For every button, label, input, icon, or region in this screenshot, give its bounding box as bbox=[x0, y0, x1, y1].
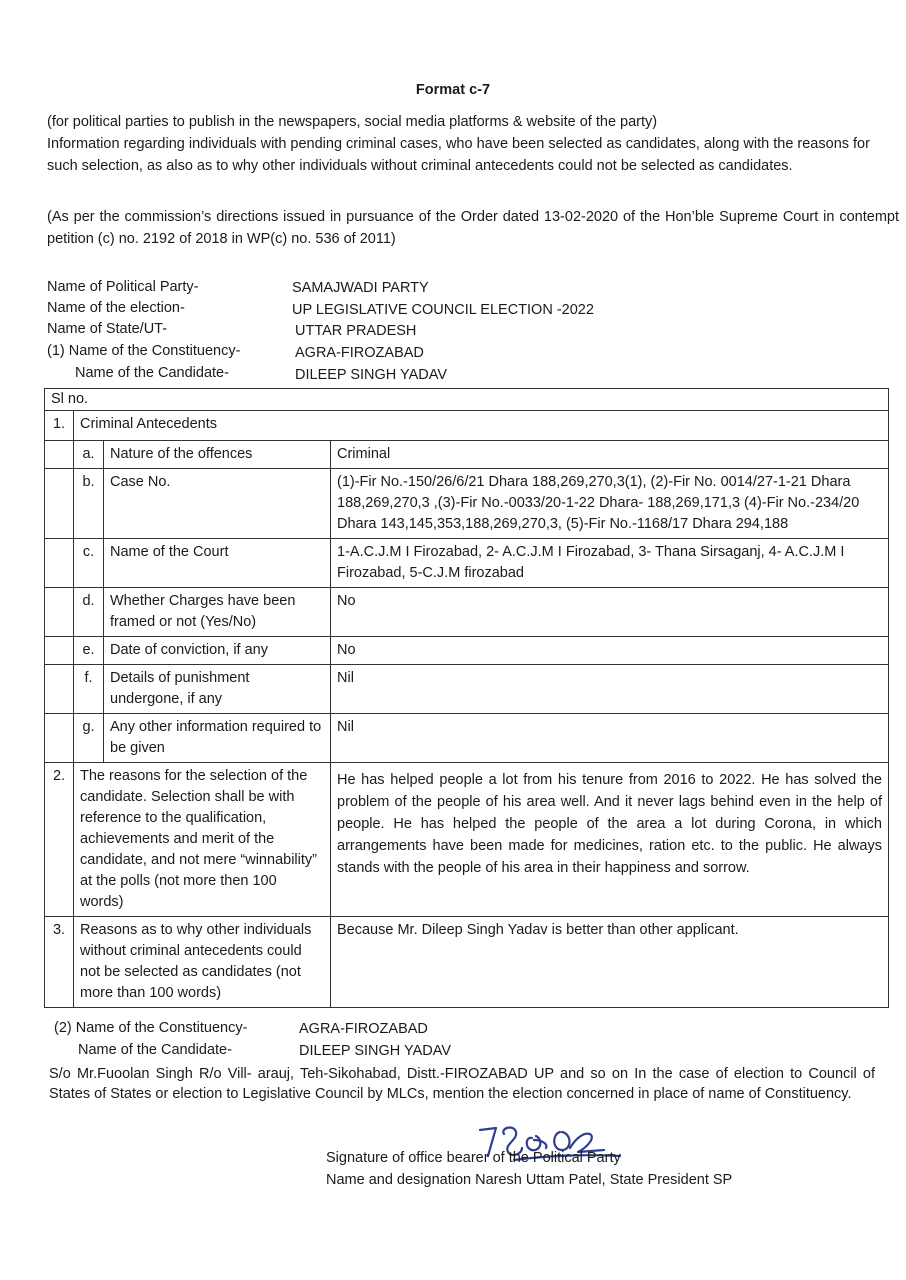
row-number: 2. bbox=[45, 763, 74, 917]
subtitle: (for political parties to publish in the newspapers, social media platforms & website of the party) bbox=[47, 114, 658, 130]
footer-constituency-value: AGRA-FIROZABAD bbox=[299, 1021, 428, 1037]
footer-constituency-label: (2) Name of the Constituency- bbox=[54, 1020, 248, 1036]
party-label: Name of Political Party- bbox=[47, 279, 199, 295]
footer-candidate-label: Name of the Candidate- bbox=[78, 1042, 232, 1058]
candidate-label: Name of the Candidate- bbox=[75, 365, 229, 381]
item-letter: f. bbox=[74, 665, 104, 714]
info-paragraph: Information regarding individuals with pending criminal cases, who have been selected as candidates, along with the reasons for such selection, as also as to why other individuals without criminal antecedents could not be selected as candidates. bbox=[47, 136, 870, 174]
item-label: Date of conviction, if any bbox=[104, 637, 331, 665]
table-row bbox=[45, 917, 889, 1008]
sl-no-header: Sl no. bbox=[45, 389, 889, 411]
constituency-value: AGRA-FIROZABAD bbox=[295, 345, 424, 361]
designation-line: Name and designation Naresh Uttam Patel, State President SP bbox=[326, 1172, 733, 1188]
item-value: (1)-Fir No.-150/26/6/21 Dhara 188,269,270,3(1), (2)-Fir No. 0014/27-1-21 Dhara 188,269,270,3 ,(3)-Fir No.-0033/20-1-22 Dhara- 188,269,171,3 (4)-Fir No.-234/20 Dhara 143,145,353,188,269,270,3, (5)-Fir No.-1168/17 Dhara 294,188 bbox=[331, 469, 889, 539]
item-label: Nature of the offences bbox=[104, 441, 331, 469]
row-number: 3. bbox=[45, 917, 74, 1008]
table-header-row bbox=[45, 389, 889, 411]
item-label: Whether Charges have been framed or not (Yes/No) bbox=[104, 588, 331, 637]
state-label: Name of State/UT- bbox=[47, 321, 168, 337]
item-value: Nil bbox=[331, 665, 889, 714]
criminal-antecedents-table bbox=[44, 388, 889, 1008]
row-number: 1. bbox=[45, 411, 74, 441]
signature-line: Signature of office bearer of the Political Party bbox=[326, 1150, 621, 1166]
table-row bbox=[45, 411, 889, 441]
selection-reason-value: He has helped people a lot from his tenure from 2016 to 2022. He has solved the problem of the people of his area well. And it never lags behind even in the help of people. He has helped the people of the area a lot during Corona, in which arrangements have been made for medicines, ration etc. to the public. He always stands with the people of his area in their happiness and sorrow. bbox=[331, 763, 889, 917]
other-individuals-value: Because Mr. Dileep Singh Yadav is better than other applicant. bbox=[331, 917, 889, 1008]
election-label: Name of the election- bbox=[47, 300, 185, 316]
table-row bbox=[45, 665, 889, 714]
table-row bbox=[45, 441, 889, 469]
election-value: UP LEGISLATIVE COUNCIL ELECTION -2022 bbox=[292, 302, 594, 318]
criminal-antecedents-heading: Criminal Antecedents bbox=[74, 411, 889, 441]
item-letter: c. bbox=[74, 539, 104, 588]
table-row bbox=[45, 588, 889, 637]
item-label: Case No. bbox=[104, 469, 331, 539]
party-value: SAMAJWADI PARTY bbox=[292, 280, 429, 296]
item-label: Any other information required to be given bbox=[104, 714, 331, 763]
address-paragraph: S/o Mr.Fuoolan Singh R/o Vill- arauj, Teh-Sikohabad, Distt.-FIROZABAD UP and so on In the case of election to Council of States of States or election to Legislative Council by MLCs, mention the election concerned in place of name of Constituency. bbox=[49, 1066, 875, 1102]
directions-paragraph: (As per the commission’s directions issued in pursuance of the Order dated 13-02-2020 of the Hon’ble Supreme Court in contempt petition (c) no. 2192 of 2018 in WP(c) no. 536 of 2011) bbox=[47, 209, 899, 247]
item-value: Criminal bbox=[331, 441, 889, 469]
candidate-value: DILEEP SINGH YADAV bbox=[295, 367, 448, 383]
item-letter: d. bbox=[74, 588, 104, 637]
constituency-label: (1) Name of the Constituency- bbox=[47, 343, 241, 359]
item-label: Name of the Court bbox=[104, 539, 331, 588]
item-value: No bbox=[331, 588, 889, 637]
selection-reason-label: The reasons for the selection of the candidate. Selection shall be with reference to the qualification, achievements and merit of the candidate, and not mere “winnability” at the polls (not more then 100 words) bbox=[74, 763, 331, 917]
document-title: Format c-7 bbox=[415, 82, 491, 98]
footer-candidate-value: DILEEP SINGH YADAV bbox=[299, 1043, 452, 1059]
item-value: 1-A.C.J.M I Firozabad, 2- A.C.J.M I Firozabad, 3- Thana Sirsaganj, 4- A.C.J.M I Firozabad, 5-C.J.M firozabad bbox=[331, 539, 889, 588]
table-row bbox=[45, 714, 889, 763]
item-letter: b. bbox=[74, 469, 104, 539]
other-individuals-label: Reasons as to why other individuals without criminal antecedents could not be selected as candidates (not more than 100 words) bbox=[74, 917, 331, 1008]
state-value: UTTAR PRADESH bbox=[295, 323, 417, 339]
table-row bbox=[45, 539, 889, 588]
item-letter: e. bbox=[74, 637, 104, 665]
table-row bbox=[45, 763, 889, 917]
item-label: Details of punishment undergone, if any bbox=[104, 665, 331, 714]
table-row bbox=[45, 469, 889, 539]
item-value: Nil bbox=[331, 714, 889, 763]
item-letter: g. bbox=[74, 714, 104, 763]
item-letter: a. bbox=[74, 441, 104, 469]
table-row bbox=[45, 637, 889, 665]
item-value: No bbox=[331, 637, 889, 665]
